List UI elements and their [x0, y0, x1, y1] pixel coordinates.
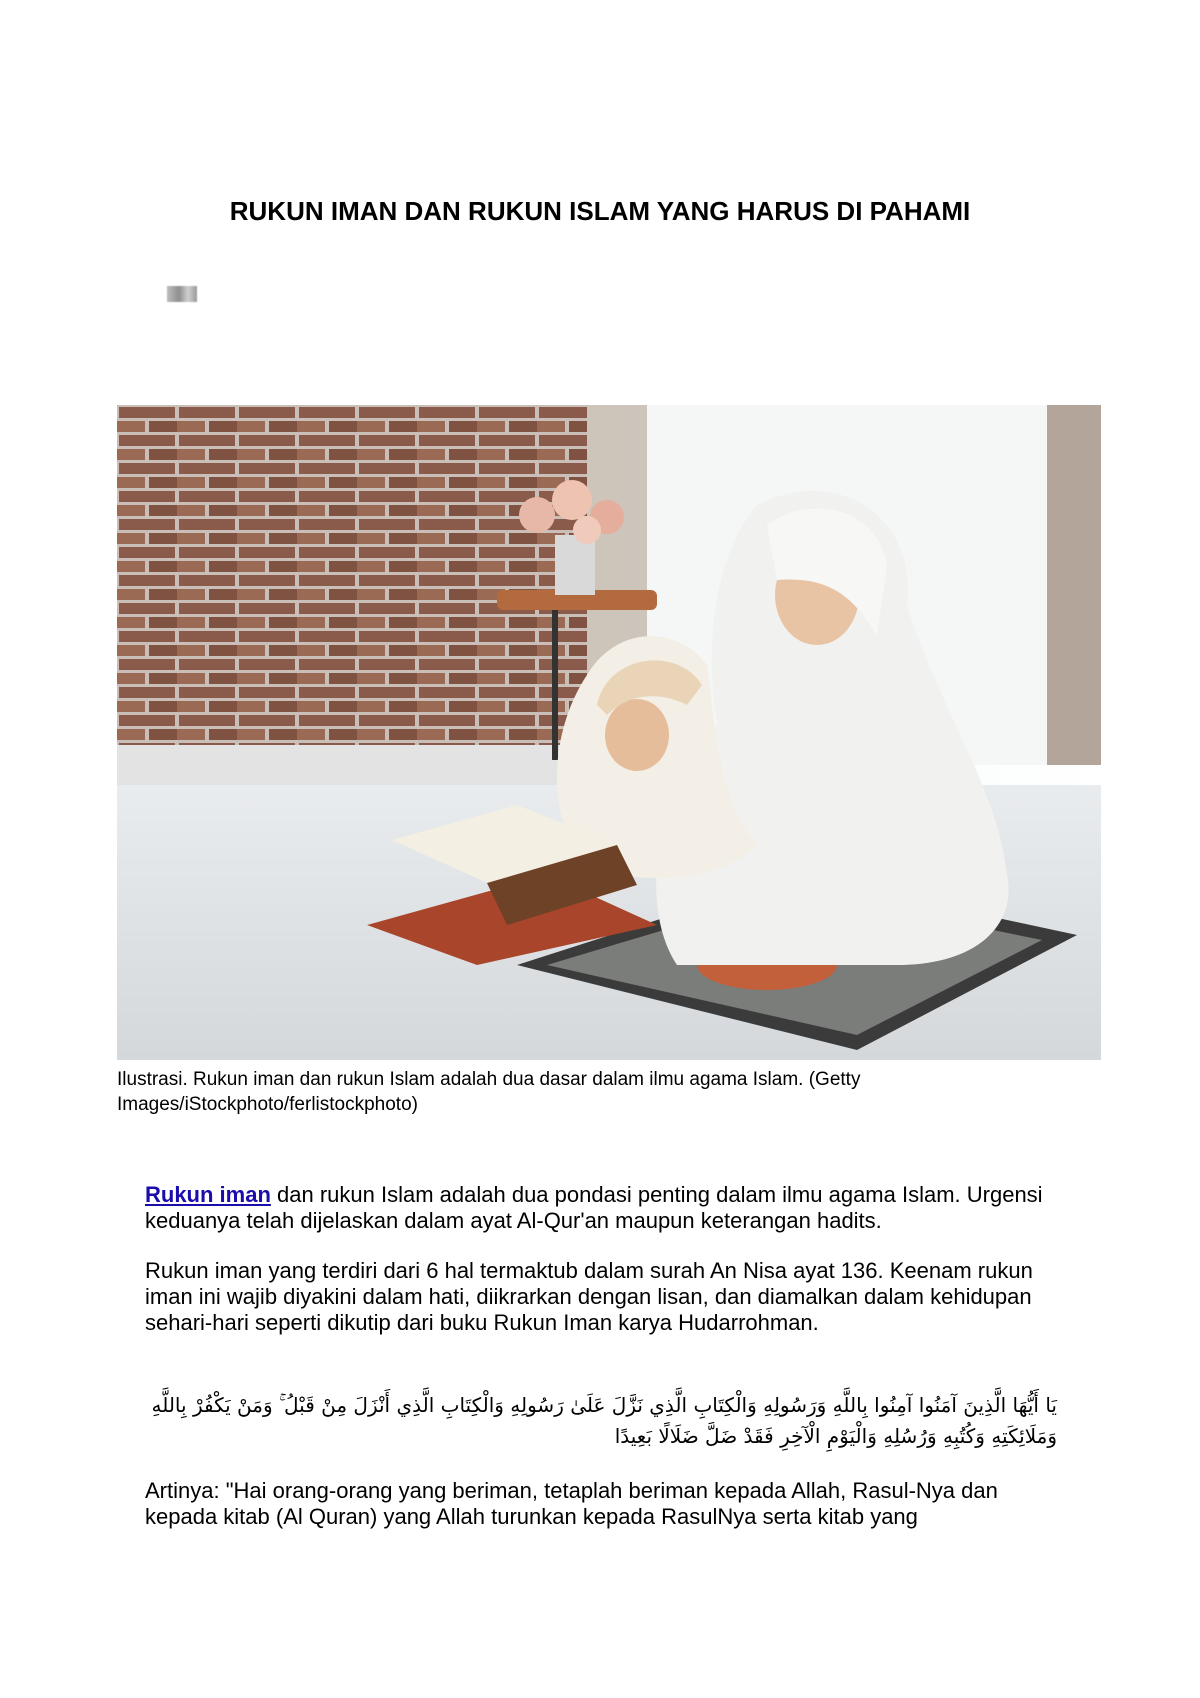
paragraph-intro-text: dan rukun Islam adalah dua pondasi penting dalam ilmu agama Islam. Urgensi keduanya telah dijelaskan dalam ayat Al-Qur'an maupun keterangan hadits. [145, 1182, 1043, 1233]
article-title: RUKUN IMAN DAN RUKUN ISLAM YANG HARUS DI PAHAMI [229, 196, 971, 226]
arabic-verse: يَا أَيُّهَا الَّذِينَ آمَنُوا آمِنُوا بِاللَّهِ وَرَسُولِهِ وَالْكِتَابِ الَّذِي نَزَّلَ عَلَىٰ رَسُولِهِ وَالْكِتَابِ الَّذِي أَنْزَلَ مِنْ قَبْلُ ۚ وَمَنْ يَكْفُرْ بِاللَّهِ وَمَلَائِكَتِهِ وَكُتُبِهِ وَرُسُلِهِ وَالْيَوْمِ الْآخِرِ فَقَدْ ضَلَّ ضَلَالًا بَعِيدًا [151, 1393, 1057, 1448]
image-caption: Ilustrasi. Rukun iman dan rukun Islam adalah dua dasar dalam ilmu agama Islam. (Getty Images/iStockphoto/ferlistockphoto) [117, 1069, 861, 1115]
paragraph-intro [145, 1182, 1065, 1234]
broken-image-icon [167, 286, 197, 302]
article-photo [117, 405, 1101, 1060]
rukun-iman-link[interactable]: Rukun iman [145, 1182, 271, 1207]
paragraph-translation: Artinya: "Hai orang-orang yang beriman, tetaplah beriman kepada Allah, Rasul-Nya dan kepada kitab (Al Quran) yang Allah turunkan kepada RasulNya serta kitab yang [145, 1478, 998, 1529]
paragraph-rukun-iman: Rukun iman yang terdiri dari 6 hal termaktub dalam surah An Nisa ayat 136. Keenam rukun iman ini wajib diyakini dalam hati, diikrarkan dengan lisan, dan diamalkan dalam kehidupan sehari-hari seperti dikutip dari buku Rukun Iman karya Hudarrohman. [145, 1258, 1033, 1335]
